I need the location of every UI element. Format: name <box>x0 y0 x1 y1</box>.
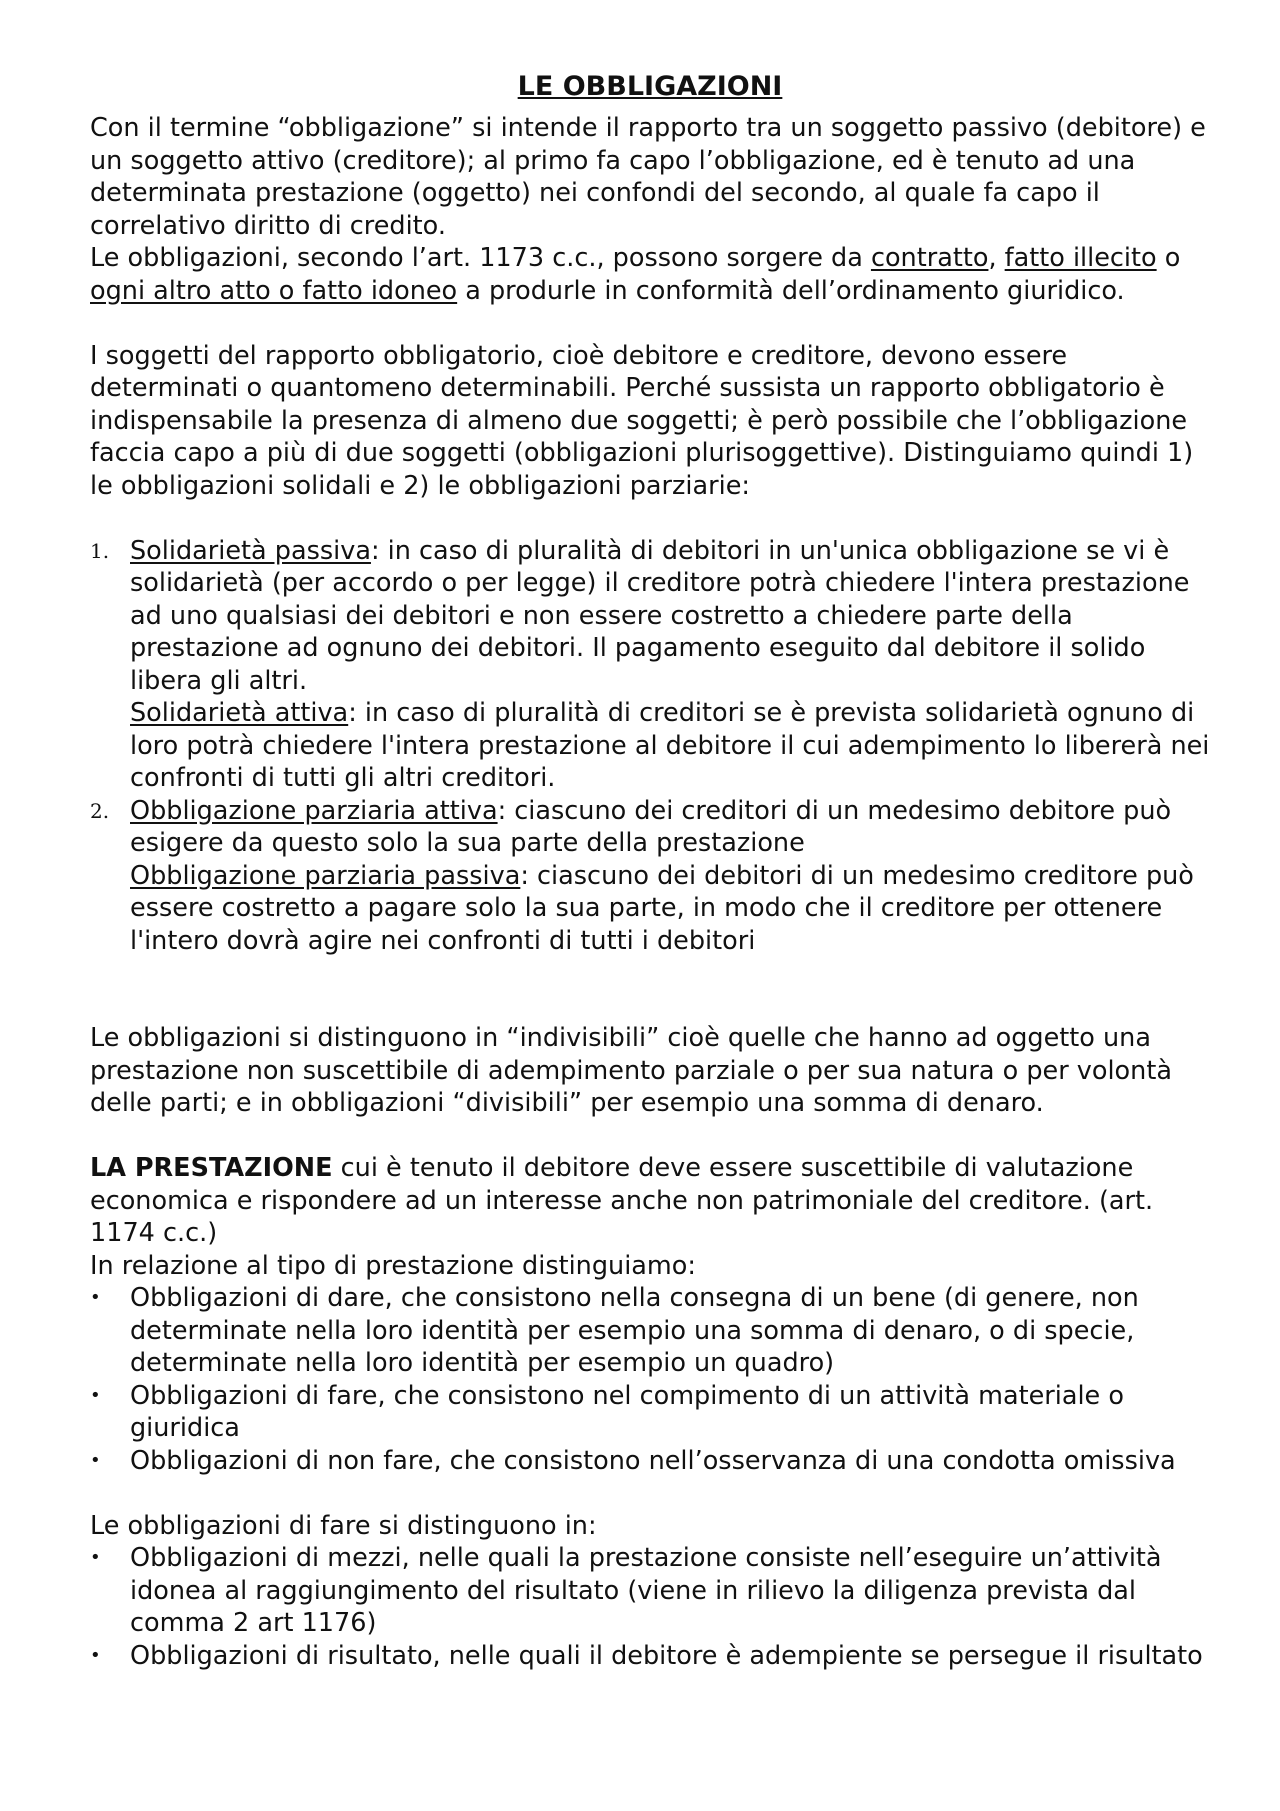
indivisibili-paragraph: Le obbligazioni si distinguono in “indivisibili” cioè quelle che hanno ad oggetto una prestazione non suscettibile di adempimento parziale o per sua natura o per volontà delle parti; e in obbligazioni “divisibili” per esempio una somma di denaro. <box>90 1023 1172 1118</box>
list-item: 2. Obbligazione parziaria attiva: ciascuno dei creditori di un medesimo debitore può esigere da questo solo la sua parte della prestazione Obbligazione parziaria passiva: ciascuno dei debitori di un medesimo creditore può essere costretto a pagare solo la sua parte, in modo che il creditore per ottenere l'intero dovrà agire nei confronti di tutti i debitori <box>90 795 1194 956</box>
bullet-icon: • <box>90 1449 101 1471</box>
fare-intro-line: Le obbligazioni di fare si distinguono in: <box>90 1510 597 1541</box>
obbligazioni-numbered-list <box>90 535 1210 958</box>
spacer <box>90 1120 1210 1153</box>
spacer <box>90 502 1210 535</box>
bullet-icon: • <box>90 1287 101 1308</box>
list-item: • Obbligazioni di mezzi, nelle quali la prestazione consiste nell’eseguire un’attività idonea al raggiungimento del risultato (viene in rilievo la diligenza prevista dal comma 2 art 1176) <box>90 1543 1162 1638</box>
document-page <box>90 70 1210 1672</box>
term-solidarieta-attiva: Solidarietà attiva <box>130 698 349 728</box>
spacer <box>90 1477 1210 1510</box>
bullet-icon: • <box>90 1547 101 1568</box>
term-contratto: contratto <box>870 243 989 273</box>
intro-paragraph: Con il termine “obbligazione” si intende il rapporto tra un soggetto passivo (debitore) e un soggetto attivo (creditore); al primo fa capo l’obbligazione, ed è tenuto ad una determinata prestazione (oggetto) nei confondi del secondo, al quale fa capo il correlativo diritto di credito. <box>90 113 1206 241</box>
bullet-icon: • <box>90 1644 101 1666</box>
term-parziaria-passiva: Obbligazione parziaria passiva <box>130 860 521 891</box>
list-item: • Obbligazioni di dare, che consistono nella consegna di un bene (di genere, non determinate nella loro identità per esempio una somma di denaro, o di specie, determinate nella loro identità per esempio un quadro) <box>90 1283 1139 1378</box>
prestazione-heading: LA PRESTAZIONE <box>90 1153 333 1183</box>
list-number: 2. <box>90 798 110 823</box>
spacer <box>90 957 1210 1022</box>
soggetti-paragraph: I soggetti del rapporto obbligatorio, cioè debitore e creditore, devono essere determinati o quantomeno determinabili. Perché sussista un rapporto obbligatorio è indispensabile la presenza di almeno due soggetti; è però possibile che l’obbligazione faccia capo a più di due soggetti (obbligazioni plurisoggettive). Distinguiamo quindi 1) le obbligazioni solidali e 2) le obbligazioni parziarie: <box>90 340 1194 501</box>
term-parziaria-attiva: Obbligazione parziaria attiva <box>130 795 498 826</box>
relazione-line: In relazione al tipo di prestazione distinguiamo: <box>90 1250 696 1281</box>
spacer <box>90 307 1210 340</box>
prestazione-paragraph: LA PRESTAZIONE cui è tenuto il debitore deve essere suscettibile di valutazione economica e rispondere ad un interesse anche non patrimoniale del creditore. (art. 1174 c.c.) <box>90 1153 1154 1248</box>
list-item: • Obbligazioni di non fare, che consistono nell’osservanza di una condotta omissiva <box>90 1445 1176 1476</box>
term-ogni-altro-atto: ogni altro atto o fatto idoneo <box>90 275 458 306</box>
list-item: • Obbligazioni di fare, che consistono nel compimento di un attività materiale o giuridica <box>90 1380 1124 1443</box>
term-solidarieta-passiva: Solidarietà passiva <box>130 535 371 566</box>
list-number: 1. <box>90 538 110 563</box>
list-item: 1. Solidarietà passiva: in caso di pluralità di debitori in un'unica obbligazione se vi è solidarietà (per accordo o per legge) il creditore potrà chiedere l'intera prestazione ad uno qualsiasi dei debitori e non essere costretto a chiedere parte della prestazione ad ognuno dei debitori. Il pagamento eseguito dal debitore il solido libera gli altri. Solidarietà attiva: in caso di pluralità di creditori se è prevista solidarietà ognuno di loro potrà chiedere l'intera prestazione al debitore il cui adempimento lo libererà nei confronti di tutti gli altri creditori. <box>90 535 1210 793</box>
list-item: • Obbligazioni di risultato, nelle quali il debitore è adempiente se persegue il risultato <box>90 1640 1203 1671</box>
sources-paragraph: Le obbligazioni, secondo l’art. 1173 c.c., possono sorgere da contratto, fatto illecito o ogni altro atto o fatto idoneo a produrle in conformità dell’ordinamento giuridico. <box>90 243 1181 306</box>
page-title: LE OBBLIGAZIONI <box>517 71 783 102</box>
bullet-icon: • <box>90 1384 101 1406</box>
term-fatto-illecito: fatto illecito <box>1004 243 1157 273</box>
fare-bullet-list <box>90 1542 1210 1672</box>
tipi-bullet-list <box>90 1282 1210 1477</box>
